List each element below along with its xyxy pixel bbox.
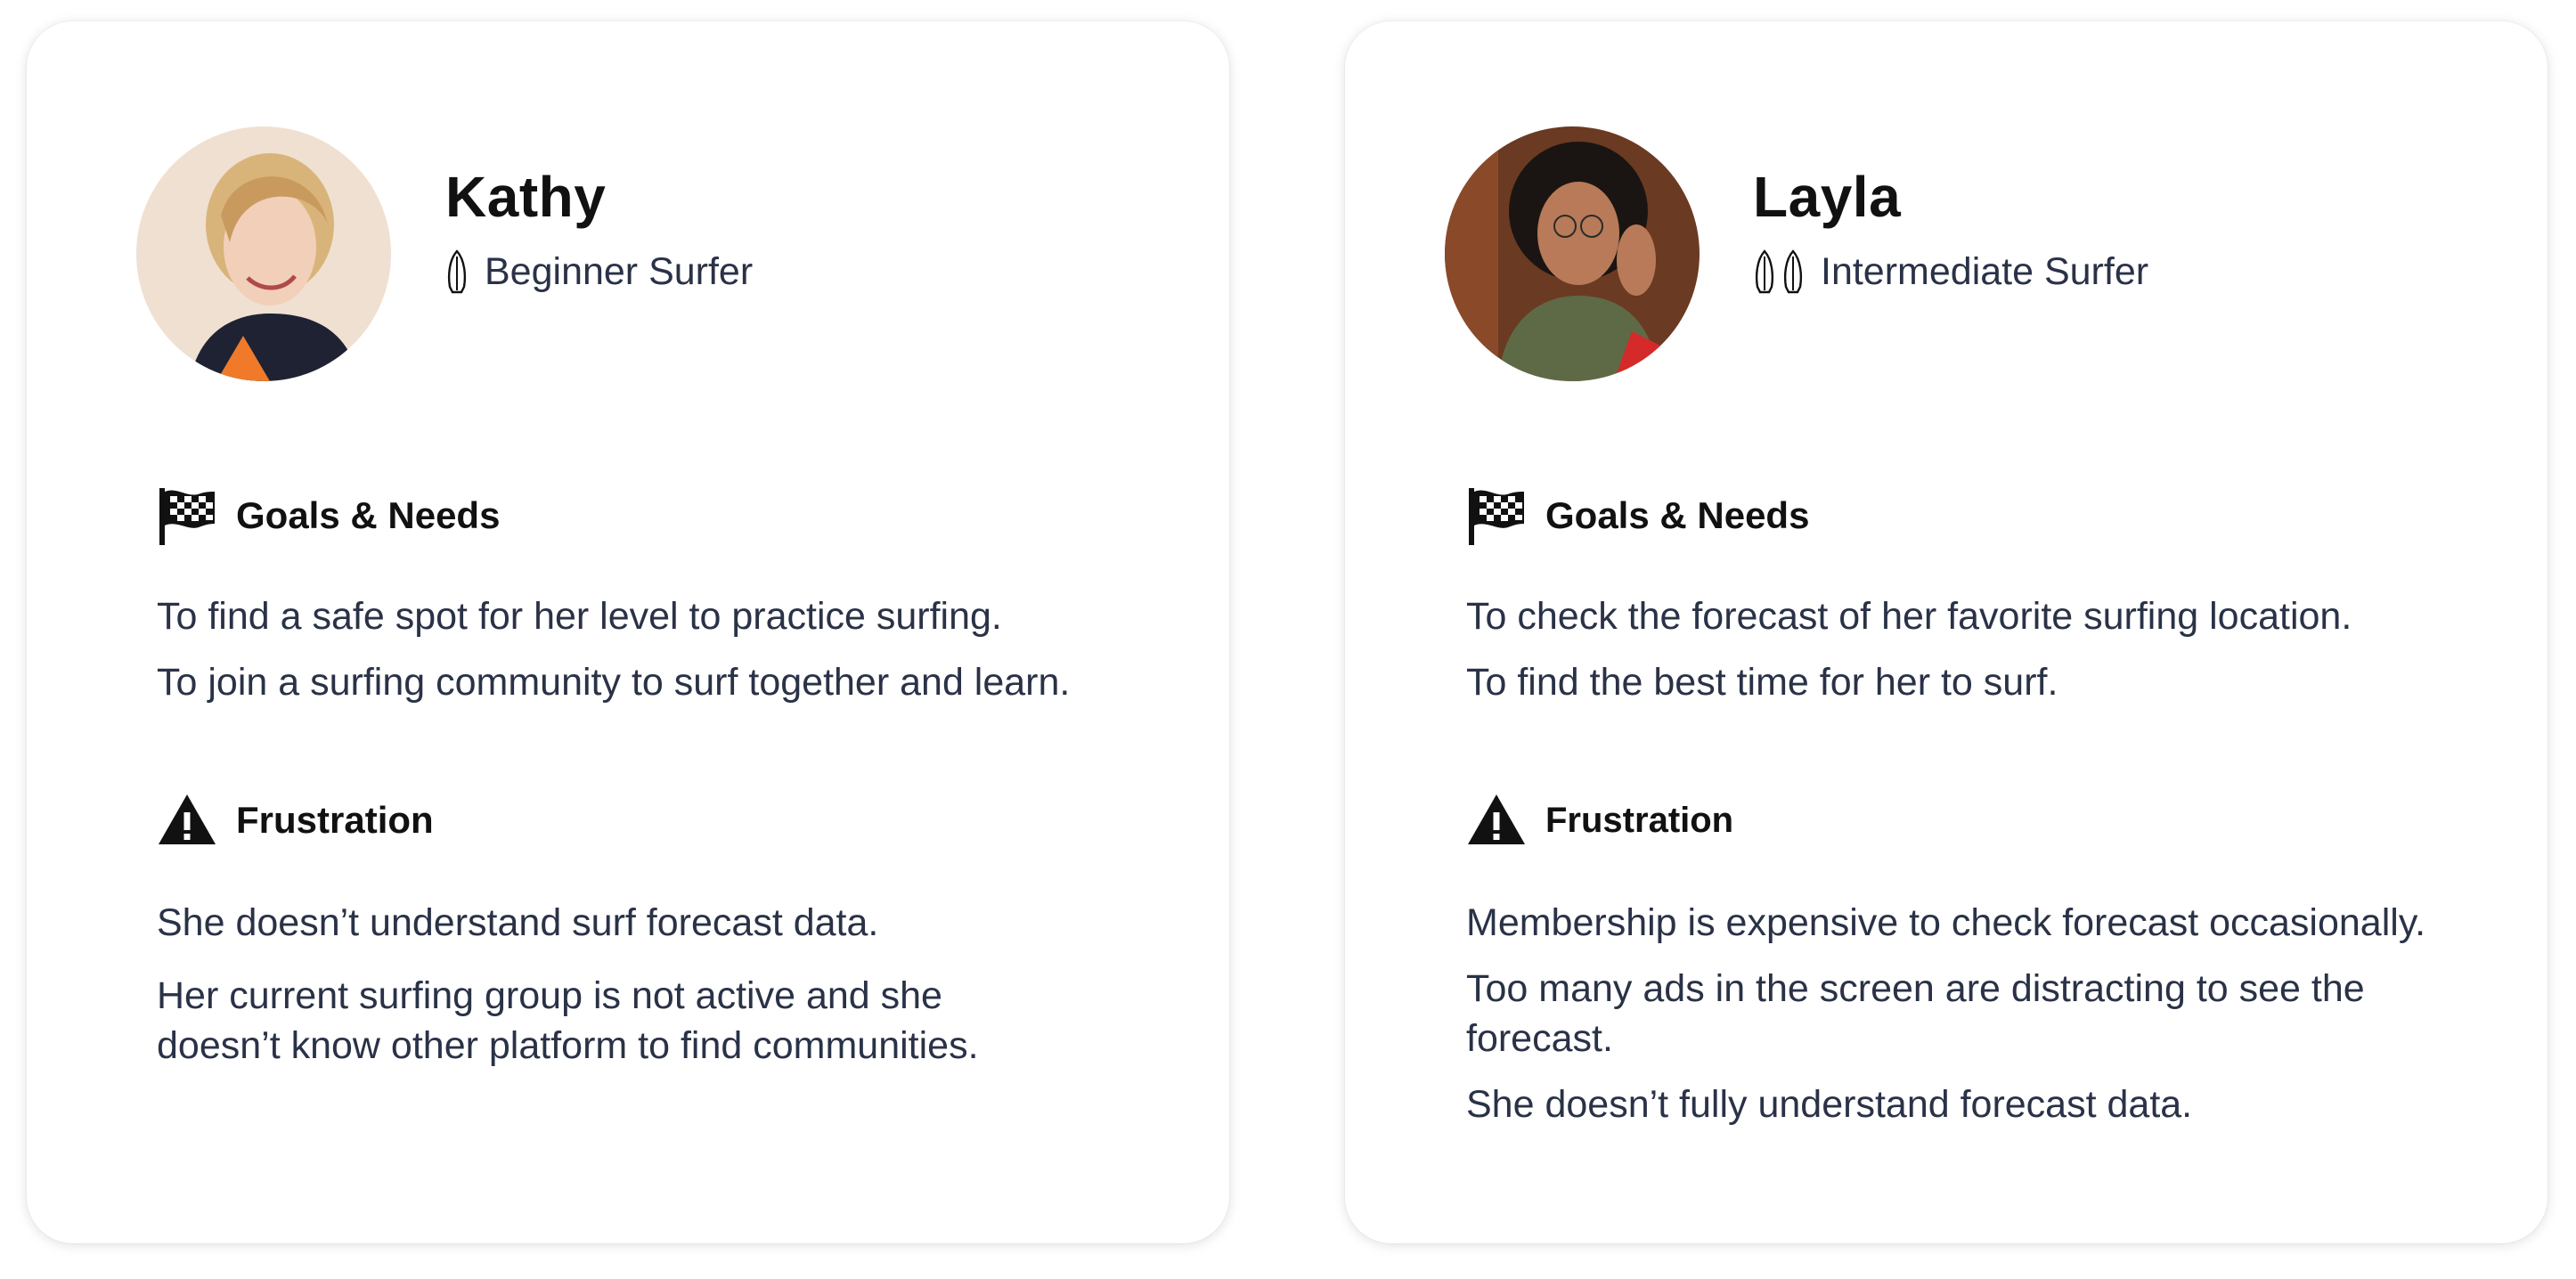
surfboard-icon	[445, 249, 474, 294]
frustration-list	[1466, 898, 2508, 1145]
goals-list	[1466, 591, 2499, 723]
goals-list	[157, 591, 1190, 723]
goals-title: Goals & Needs	[236, 494, 501, 536]
goals-title: Goals & Needs	[1545, 494, 1810, 536]
warning-triangle-icon	[1465, 789, 1528, 851]
avatar-photo	[136, 126, 391, 381]
frustration-heading	[156, 789, 434, 851]
frustration-item: She doesn’t fully understand forecast data.	[1466, 1083, 2193, 1126]
persona-name: Kathy	[445, 165, 607, 229]
goal-item: To join a surfing community to surf together and learn.	[157, 661, 1071, 704]
frustration-title: Frustration	[236, 799, 434, 841]
frustration-item: Membership is expensive to check forecast occasionally.	[1466, 901, 2426, 944]
goal-item: To check the forecast of her favorite surfing location.	[1466, 595, 2352, 638]
warning-triangle-icon	[156, 789, 218, 851]
frustration-item: Her current surfing group is not active and she doesn’t know other platform to find communities.	[157, 974, 979, 1067]
avatar-photo	[1445, 126, 1700, 381]
goal-item: To find the best time for her to surf.	[1466, 661, 2058, 704]
frustration-heading	[1465, 789, 1733, 851]
persona-level-label: Beginner Surfer	[485, 249, 754, 293]
surfboard-icon	[1753, 249, 1810, 294]
avatar	[1445, 126, 1700, 381]
avatar	[136, 126, 391, 381]
frustration-list	[157, 898, 1048, 1087]
persona-name: Layla	[1753, 165, 1902, 229]
frustration-title: Frustration	[1545, 800, 1734, 840]
persona-card-layla	[1345, 21, 2547, 1243]
frustration-item: Too many ads in the screen are distracting to see the forecast.	[1466, 967, 2365, 1060]
goals-heading	[156, 485, 500, 547]
checkered-flag-icon	[1465, 485, 1528, 547]
frustration-item: She doesn’t understand surf forecast data.	[157, 901, 879, 944]
persona-card-kathy	[27, 21, 1229, 1243]
checkered-flag-icon	[156, 485, 218, 547]
persona-level-label: Intermediate Surfer	[1821, 249, 2149, 293]
persona-level	[1753, 249, 2148, 294]
goals-heading	[1465, 485, 1809, 547]
persona-level	[445, 249, 753, 294]
goal-item: To find a safe spot for her level to practice surfing.	[157, 595, 1002, 638]
